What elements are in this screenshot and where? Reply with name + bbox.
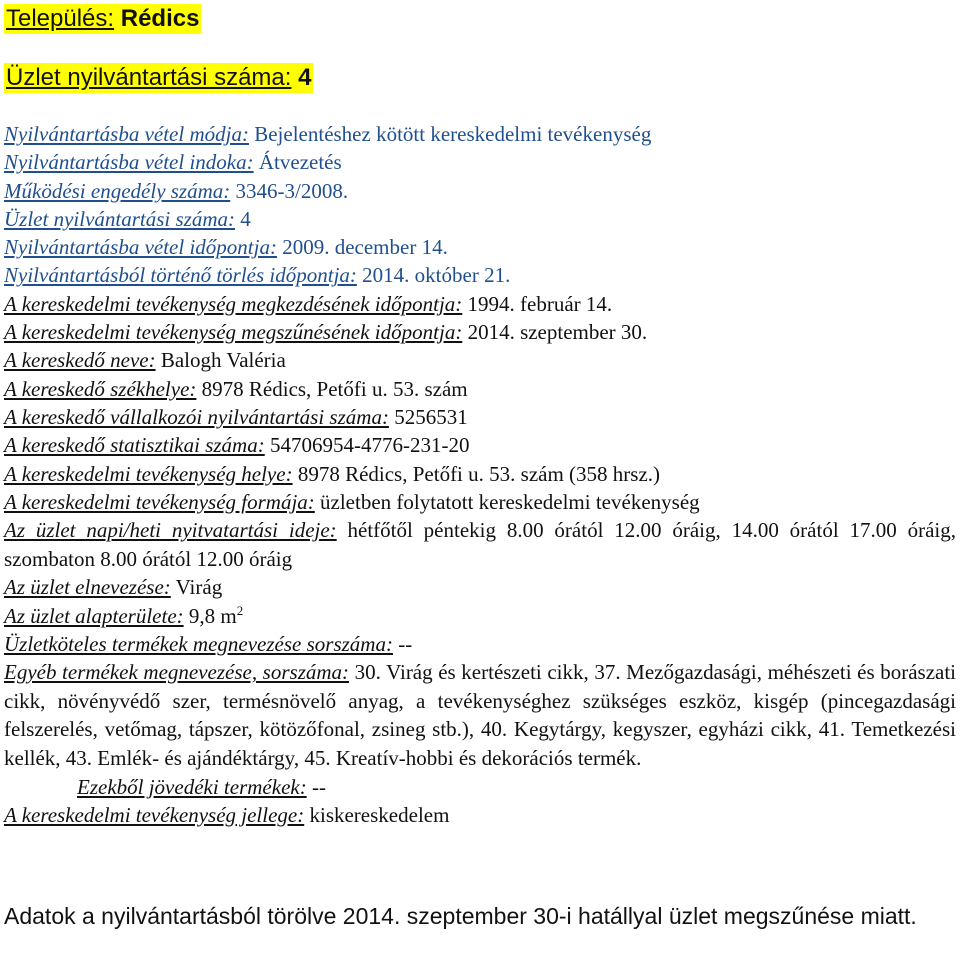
shop-register-number-value: 4: [298, 64, 312, 91]
field-value: --: [311, 774, 326, 799]
field-label: A kereskedő vállalkozói nyilvántartási száma:: [4, 404, 389, 429]
field-value: 2014. október 21.: [362, 263, 511, 288]
field-row-activity-type: [4, 801, 956, 829]
field-value: 2014. szeptember 30.: [467, 320, 648, 345]
deletion-note: Adatok a nyilvántartásból törölve 2014. szeptember 30-i hatállyal üzlet megszűnése miatt.: [4, 903, 917, 929]
field-row-enterprise-register-number: [4, 403, 956, 431]
field-value: 8978 Rédics, Petőfi u. 53. szám (358 hrsz.): [297, 461, 661, 486]
field-label: Működési engedély száma:: [4, 178, 231, 203]
field-label: A kereskedő székhelye:: [4, 376, 197, 401]
register-details: [4, 120, 956, 829]
field-label: Ezekből jövedéki termékek:: [77, 774, 307, 799]
field-value: 9,8 m: [188, 603, 237, 628]
field-row-registration-reason: [4, 148, 956, 176]
field-row-activity-form: [4, 488, 956, 516]
field-label: Üzlet nyilvántartási száma:: [4, 206, 235, 231]
field-value: Átvezetés: [258, 150, 342, 175]
field-row-excise-products: [4, 773, 956, 801]
field-label: A kereskedő neve:: [4, 348, 156, 373]
field-value: 1994. február 14.: [467, 291, 613, 316]
field-value: 2009. december 14.: [282, 235, 448, 260]
field-row-deletion-date: [4, 261, 956, 289]
field-row-registration-mode: [4, 120, 956, 148]
field-value: 3346-3/2008.: [235, 178, 349, 203]
field-row-floor-area: [4, 602, 956, 630]
field-label: Nyilvántartásba vétel módja:: [4, 122, 249, 146]
field-label: A kereskedelmi tevékenység megszűnésének időpontja:: [4, 320, 463, 345]
field-value: hétfőtől péntekig 8.00 órától 12.00 óráig, 14.00 órától 17.00 óráig, szombaton 8.00 órától 12.00 óráig: [4, 518, 956, 571]
field-label: Üzletköteles termékek megnevezése sorszáma:: [4, 631, 393, 656]
field-label: A kereskedelmi tevékenység formája:: [4, 489, 315, 514]
shop-register-number-heading: [4, 63, 313, 93]
field-label: Az üzlet elnevezése:: [4, 575, 171, 600]
field-row-licensed-products: [4, 630, 956, 658]
field-label: Az üzlet alapterülete:: [4, 603, 184, 628]
field-value: --: [398, 631, 413, 656]
field-row-activity-start-date: [4, 290, 956, 318]
field-row-opening-hours: [4, 516, 956, 573]
field-value: Bejelentéshez kötött kereskedelmi tevékenység: [254, 122, 652, 146]
field-label: Nyilvántartásba vétel indoka:: [4, 150, 254, 175]
field-value: 54706954-4776-231-20: [269, 433, 470, 458]
field-label: A kereskedelmi tevékenység jellege:: [4, 802, 305, 827]
field-row-registration-date: [4, 233, 956, 261]
settlement-label: Település:: [6, 5, 115, 32]
field-label: Nyilvántartásból történő törlés időpontja:: [4, 263, 357, 288]
field-value: 30. Virág és kertészeti cikk, 37. Mezőgazdasági, méhészeti és borászati cikk, növényvédő szer, termésnövelő anyag, a tevékenységhez szükséges eszköz, kisgép (pincegazdasági felszerelés, vetőmag, tápszer, kötözőfonal, zsineg stb.), 40. Kegytárgy, kegyszer, egyházi cikk, 41. Temetkezési kellék, 43. Emlék- és ajándéktárgy, 45. Kreatív-hobbi és dekorációs termék.: [4, 660, 956, 771]
field-value: kiskereskedelem: [309, 802, 450, 827]
field-label: Egyéb termékek megnevezése, sorszáma:: [4, 660, 350, 685]
shop-register-number-label: Üzlet nyilvántartási száma:: [6, 64, 292, 91]
field-row-activity-location: [4, 460, 956, 488]
field-label: A kereskedelmi tevékenység megkezdésének időpontja:: [4, 291, 463, 316]
field-row-trader-name: [4, 346, 956, 374]
field-value: 8978 Rédics, Petőfi u. 53. szám: [201, 376, 468, 401]
field-value: Virág: [175, 575, 223, 600]
field-label: Az üzlet napi/heti nyitvatartási ideje:: [4, 518, 337, 543]
settlement-value: Rédics: [120, 5, 200, 32]
field-row-shop-name: [4, 573, 956, 601]
field-value: 4: [240, 206, 251, 231]
field-value: 5256531: [394, 404, 468, 429]
field-row-statistical-number: [4, 431, 956, 459]
field-row-activity-end-date: [4, 318, 956, 346]
field-row-other-products: [4, 658, 956, 772]
field-value: Balogh Valéria: [160, 348, 286, 373]
field-label: A kereskedő statisztikai száma:: [4, 433, 265, 458]
field-label: A kereskedelmi tevékenység helye:: [4, 461, 293, 486]
field-row-trader-seat: [4, 375, 956, 403]
field-row-shop-register-number: [4, 205, 956, 233]
field-row-operating-permit-number: [4, 177, 956, 205]
field-label: Nyilvántartásba vétel időpontja:: [4, 235, 277, 260]
unit-superscript: 2: [236, 602, 244, 618]
field-value: üzletben folytatott kereskedelmi tevékenység: [320, 489, 700, 514]
settlement-heading: [4, 4, 201, 34]
